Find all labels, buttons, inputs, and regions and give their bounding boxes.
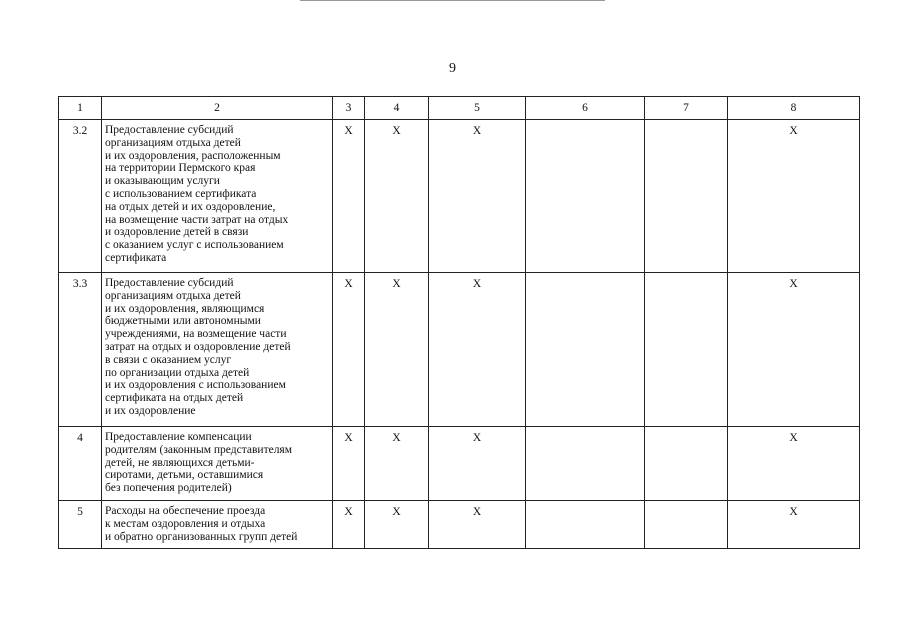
cell-c8: X: [728, 501, 860, 549]
description-line: и обратно организованных групп детей: [105, 530, 298, 543]
row-number: 5: [59, 501, 102, 549]
description-line: и их оздоровления, расположенным: [105, 149, 281, 162]
table-row: [59, 427, 860, 501]
table-row: [59, 120, 860, 273]
description-line: и оздоровление детей в связи: [105, 226, 249, 239]
description-line: с использованием сертификата: [105, 187, 257, 200]
top-rule: [300, 0, 605, 1]
cell-c8: X: [728, 427, 860, 501]
description-line: с оказанием услуг с использованием: [105, 239, 284, 252]
header-cell: 7: [645, 97, 728, 120]
cell-c5: X: [429, 120, 526, 273]
header-cell: 3: [333, 97, 365, 120]
cell-c8: X: [728, 120, 860, 273]
description-line: и их оздоровления, являющимся: [105, 302, 265, 315]
description-line: без попечения родителей): [105, 482, 232, 495]
description-line: к местам оздоровления и отдыха: [105, 517, 266, 530]
cell-c5: X: [429, 501, 526, 549]
cell-c7: [645, 273, 728, 427]
description-line: детей, не являющихся детьми-: [105, 456, 255, 469]
cell-c3: X: [333, 427, 365, 501]
cell-c3: X: [333, 501, 365, 549]
row-description: [102, 501, 333, 549]
header-cell: 2: [102, 97, 333, 120]
table-row: [59, 273, 860, 427]
description-line: затрат на отдых и оздоровление детей: [105, 340, 291, 353]
header-cell: 4: [365, 97, 429, 120]
description-line: на отдых детей и их оздоровление,: [105, 200, 276, 213]
description-line: сертификата на отдых детей: [105, 392, 244, 405]
description-line: и оказывающим услуги: [105, 175, 220, 188]
description-line: Расходы на обеспечение проезда: [105, 505, 266, 517]
description-line: сертификата: [105, 251, 167, 264]
description-line: Предоставление субсидий: [105, 277, 234, 289]
description-line: по организации отдыха детей: [105, 366, 250, 379]
description-line: учреждениями, на возмещение части: [105, 328, 287, 341]
cell-c4: X: [365, 427, 429, 501]
description-line: сиротами, детьми, оставшимися: [105, 469, 264, 482]
cell-c3: X: [333, 273, 365, 427]
cell-c8: X: [728, 273, 860, 427]
cell-c7: [645, 120, 728, 273]
table-row: [59, 501, 860, 549]
cell-c4: X: [365, 120, 429, 273]
description-line: на территории Пермского края: [105, 162, 256, 175]
row-number: 3.3: [59, 273, 102, 427]
cell-c4: X: [365, 273, 429, 427]
cell-c6: [526, 501, 645, 549]
header-row: [59, 97, 860, 120]
description-line: и их оздоровление: [105, 404, 196, 417]
cell-c7: [645, 501, 728, 549]
cell-c5: X: [429, 427, 526, 501]
description-line: Предоставление субсидий: [105, 124, 234, 136]
header-cell: 1: [59, 97, 102, 120]
description-line: в связи с оказанием услуг: [105, 353, 232, 366]
cell-c6: [526, 273, 645, 427]
cell-c6: [526, 120, 645, 273]
cell-c3: X: [333, 120, 365, 273]
cell-c6: [526, 427, 645, 501]
description-line: организациям отдыха детей: [105, 136, 241, 149]
row-number: 4: [59, 427, 102, 501]
header-cell: 8: [728, 97, 860, 120]
description-line: бюджетными или автономными: [105, 315, 261, 328]
row-number: 3.2: [59, 120, 102, 273]
description-line: на возмещение части затрат на отдых: [105, 213, 289, 226]
cell-c4: X: [365, 501, 429, 549]
cell-c7: [645, 427, 728, 501]
description-line: организациям отдыха детей: [105, 289, 241, 302]
row-description: [102, 427, 333, 501]
description-line: и их оздоровления с использованием: [105, 379, 286, 392]
header-cell: 6: [526, 97, 645, 120]
page-number: 9: [449, 61, 456, 76]
document-table: [58, 96, 860, 549]
row-description: [102, 273, 333, 427]
description-line: родителям (законным представителям: [105, 443, 293, 456]
row-description: [102, 120, 333, 273]
description-line: Предоставление компенсации: [105, 431, 252, 443]
cell-c5: X: [429, 273, 526, 427]
header-cell: 5: [429, 97, 526, 120]
